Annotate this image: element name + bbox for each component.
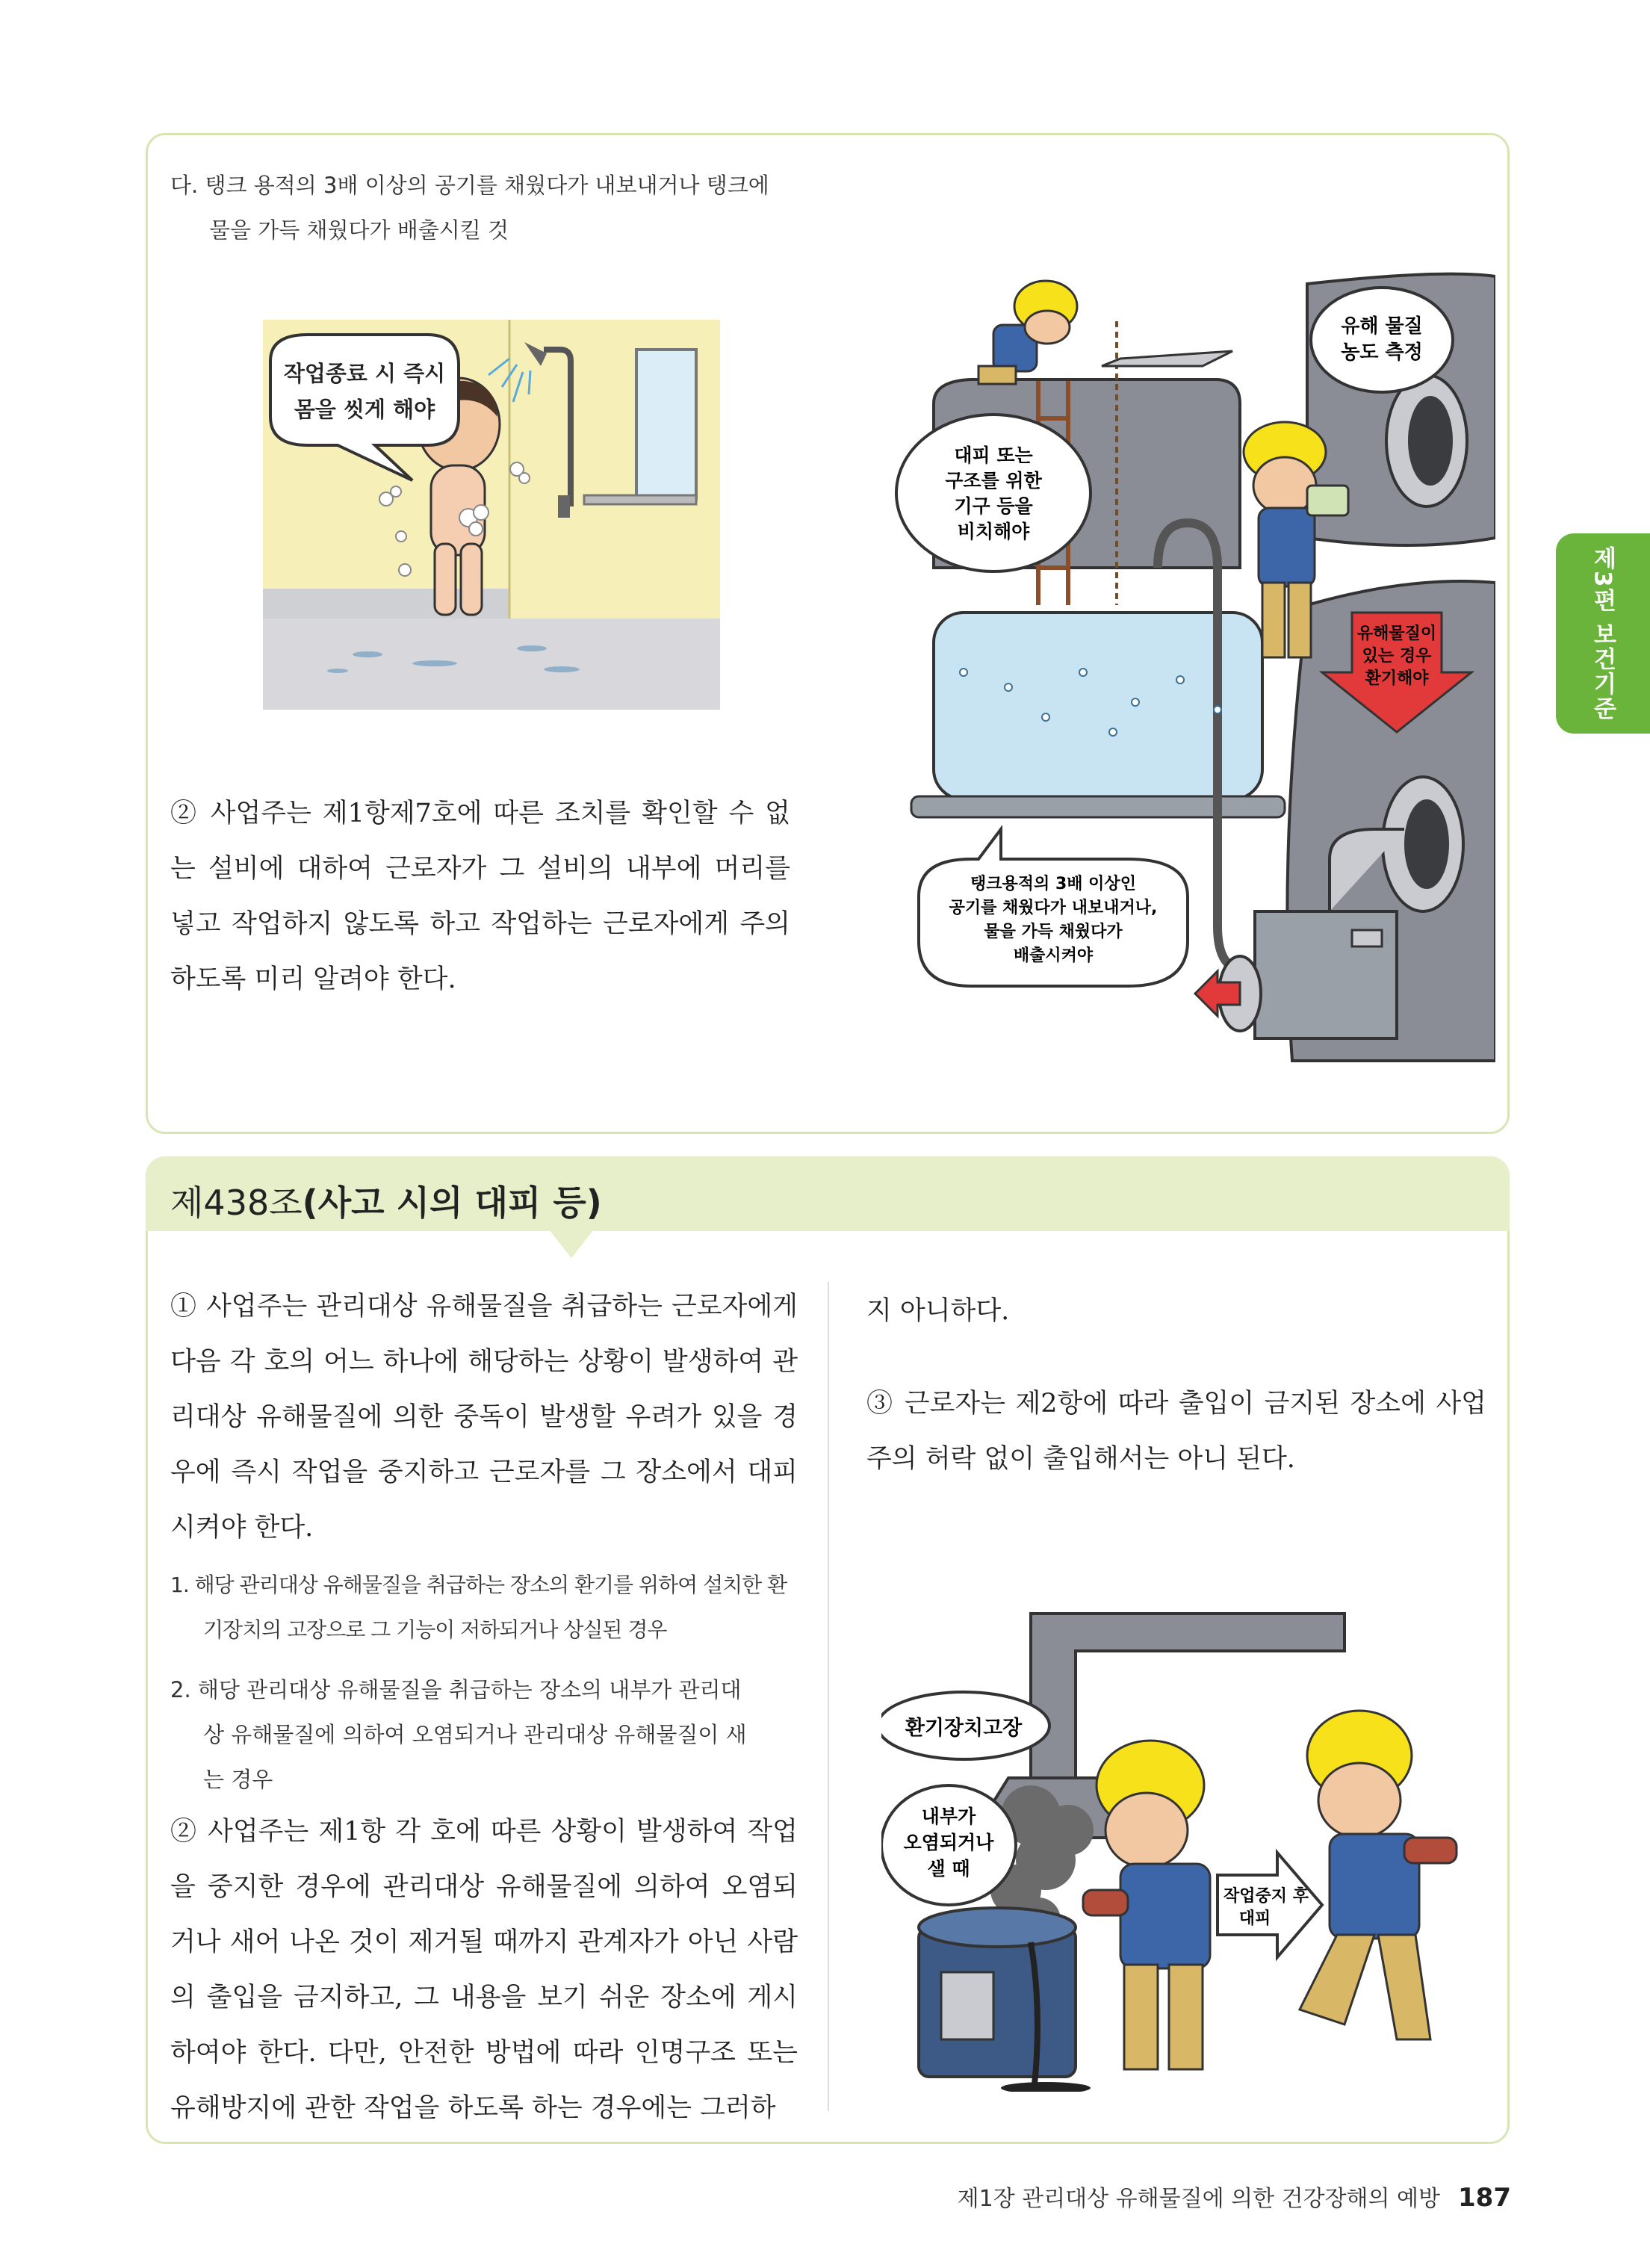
leak-line2: 오염되거나 [903, 1832, 994, 1853]
concentration-measure-bubble [1311, 288, 1453, 392]
evacuate-line3: 기구 등을 [954, 495, 1033, 517]
ventilate-line1: 유해물질이 [1356, 625, 1437, 643]
page-footer [958, 2180, 1511, 2213]
vent-fault-text: 환기장치고장 [905, 1717, 1023, 1740]
evacuate-sign-arrow [1218, 1853, 1322, 1957]
worker-on-tank [978, 281, 1077, 384]
leak-line1: 내부가 [921, 1806, 976, 1827]
article-subtitle: (사고 시의 대피 등) [302, 1183, 602, 1223]
sub-item-1-line1: 1. 해당 관리대상 유해물질을 취급하는 장소의 환기를 위하여 설치한 환 [170, 1573, 787, 1597]
section-side-tab [1556, 533, 1650, 734]
sub-item-1-line2: 기장치의 고장으로 그 기능이 저하되거나 상실된 경우 [203, 1617, 667, 1642]
item-da-line1: 다. 탱크 용적의 3배 이상의 공기를 채웠다가 내보내거나 탱크에 [170, 173, 769, 198]
evacuate-line1: 대피 또는 [954, 444, 1033, 466]
article-sub-item-2 [170, 1667, 798, 1802]
side-tab-label: 제3편 보건기준 [1589, 545, 1616, 722]
air-line2: 공기를 채웠다가 내보내거나, [949, 899, 1158, 917]
evacuate-line4: 비치해야 [957, 521, 1030, 542]
article-paragraph-2: ② 사업주는 제1항 각 호에 따른 상황이 발생하여 작업을 중지한 경우에 관리대상 유해물질에 의하여 오염되거나 새어 나온 것이 제거될 때까지 관계자가 아닌 사람의 출입을 금지하고, 그 내용을 보기 쉬운 장소에 게시하여야 한다. 다만, 안전한 방법에 따라 인명구조 또는 유해방지에 관한 작업을 하도록 하는 경우에는 그러하 [170, 1817, 798, 2123]
leak-line3: 샐 때 [927, 1858, 970, 1880]
shower-bubble-line1: 작업종료 시 즉시 [283, 361, 446, 386]
leak-bubble [881, 1785, 1016, 1905]
evacuation-equipment-bubble [896, 415, 1091, 571]
air-line1: 탱크용적의 3배 이상인 [970, 875, 1136, 893]
paragraph-2-top: ② 사업주는 제1항제7호에 따른 조치를 확인할 수 없는 설비에 대하여 근로자가 그 설비의 내부에 머리를 넣고 작업하지 않도록 하고 작업하는 근로자에게 주의하도록 미리 알려야 한다. [170, 799, 790, 994]
article-paragraph-3: ③ 근로자는 제2항에 따라 출입이 금지된 장소에 사업주의 허락 없이 출입해서는 아니 된다. [866, 1389, 1486, 1474]
column-divider [828, 1282, 829, 2111]
sub-item-2-line3: 는 경우 [203, 1767, 273, 1792]
air-line3: 물을 가득 채웠다가 [984, 923, 1123, 941]
evacuate-sign-line2: 대피 [1238, 1909, 1271, 1928]
evacuate-sign-line1: 작업중지 후 [1223, 1887, 1309, 1906]
item-da-line2: 물을 가득 채웠다가 배출시킬 것 [209, 217, 509, 243]
ventilate-line2: 있는 경우 [1362, 647, 1432, 666]
article-paragraph-1: ① 사업주는 관리대상 유해물질을 취급하는 근로자에게 다음 각 호의 어느 하나에 해당하는 상황이 발생하여 관리대상 유해물질에 의한 중독이 발생할 우려가 있을 경우에 즉시 작업을 중지하고 근로자를 그 장소에서 대피시켜야 한다. [170, 1292, 798, 1543]
evacuate-line2: 구조를 위한 [945, 470, 1042, 492]
article-paragraph-2-continued: 지 아니하다. [866, 1296, 1010, 1326]
article-header-pointer [549, 1230, 594, 1258]
air-volume-bubble [919, 829, 1188, 986]
measure-line1: 유해 물질 [1341, 315, 1423, 338]
tank-illustration [889, 254, 1495, 1087]
shower-illustration [263, 320, 720, 710]
article-sub-item-1 [170, 1563, 798, 1652]
vent-fault-bubble [881, 1692, 1049, 1759]
sub-item-2-line1: 2. 해당 관리대상 유해물질을 취급하는 장소의 내부가 관리대 [170, 1677, 742, 1702]
sub-item-2-line2: 상 유해물질에 의하여 오염되거나 관리대상 유해물질이 새 [203, 1722, 747, 1747]
article-number: 제438조 [170, 1183, 303, 1223]
item-da [170, 163, 828, 252]
worker-evacuating [1300, 1711, 1457, 2039]
measure-line2: 농도 측정 [1341, 341, 1423, 364]
page-number: 187 [1458, 2183, 1511, 2213]
air-line4: 배출시켜야 [1013, 946, 1094, 965]
footer-chapter: 제1장 관리대상 유해물질에 의한 건강장해의 예방 [957, 2186, 1441, 2212]
worker-shocked [1083, 1741, 1210, 2069]
shower-bubble-line2: 몸을 씻게 해야 [294, 397, 435, 422]
article-title [170, 1176, 602, 1225]
evacuation-illustration [881, 1591, 1464, 2092]
ventilate-line3: 환기해야 [1365, 669, 1429, 688]
